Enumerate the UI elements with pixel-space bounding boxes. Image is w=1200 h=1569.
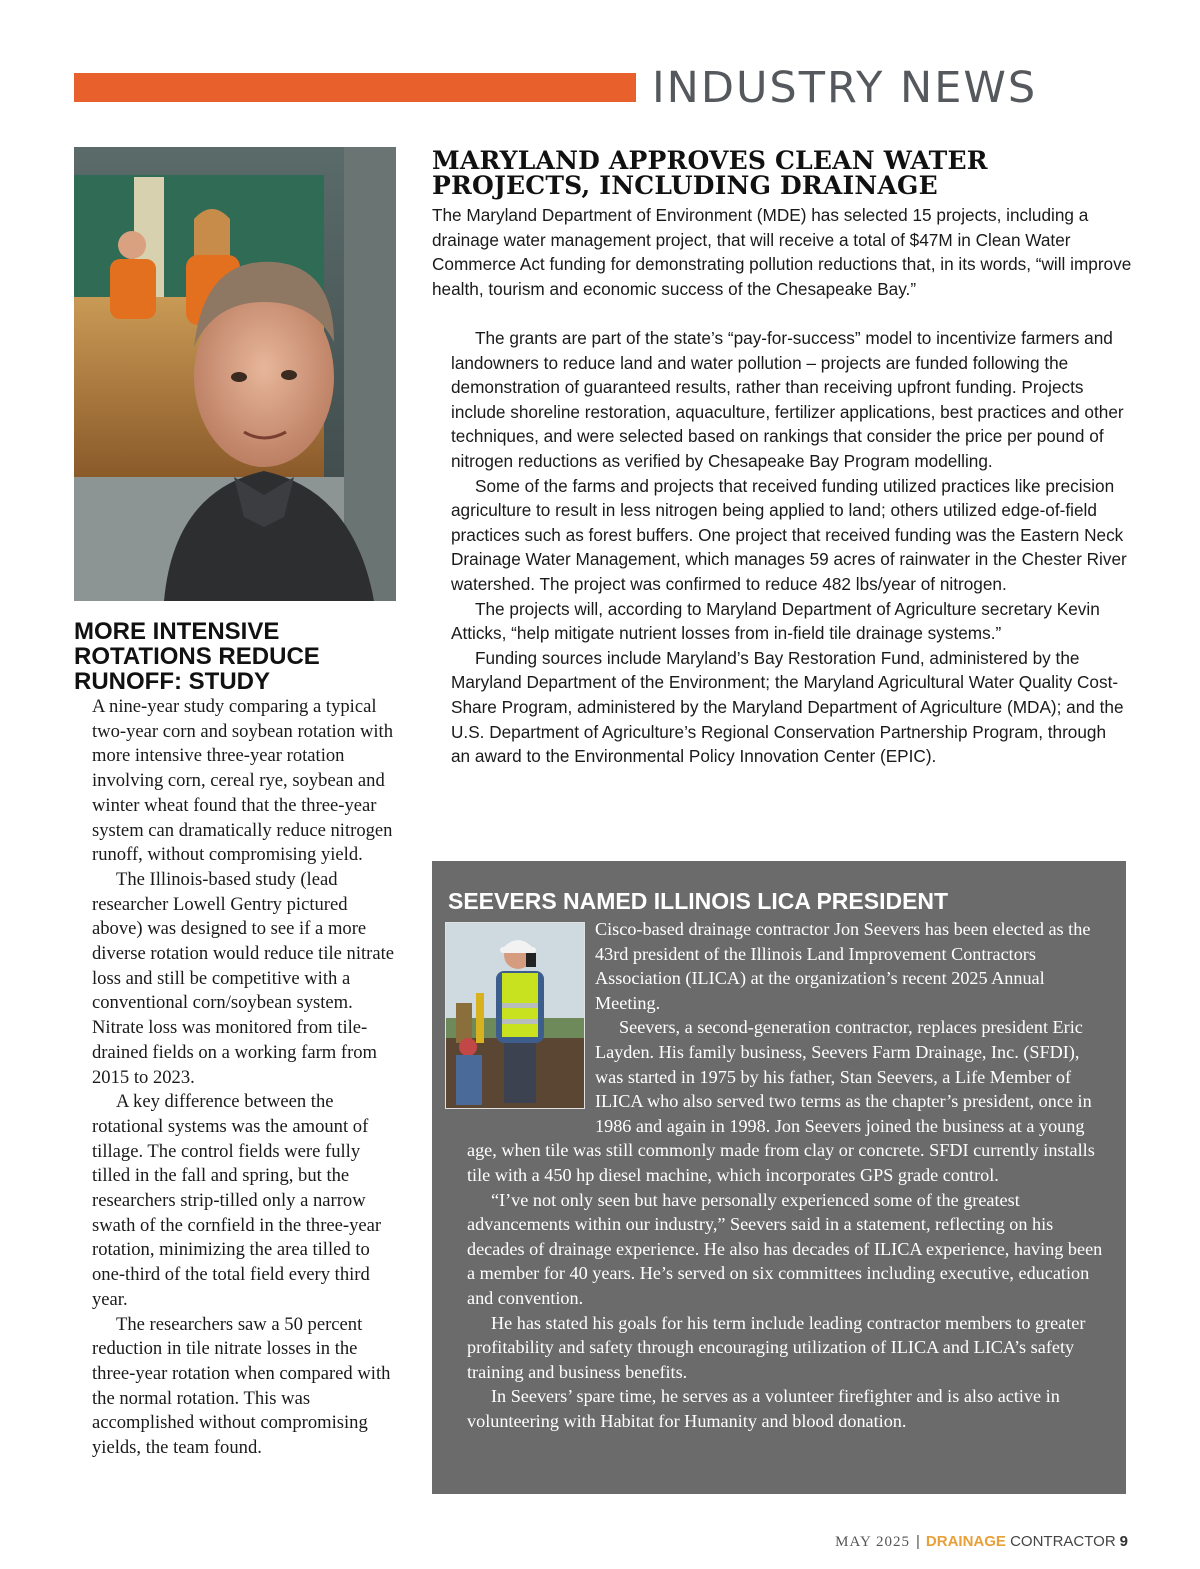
main-paragraph: The grants are part of the state’s “pay-for-success” model to incentivize farmers and landowners to reduce land and water pollution – projects are funded following the demonstration of guaranteed results, rather than receiving upfront funding. Projects include shoreline restoration, aquaculture, fertilizer applications, best practices and other techniques, and were selected based on rankings that consider the price per pound of nitrogen reductions as verified by Chesapeake Bay Program modelling. [451, 328, 1124, 471]
left-paragraph: The Illinois-based study (lead researcher Lowell Gentry pictured above) was designed to see if a more diverse rotation would reduce tile nitrate loss and still be competitive with a conventional corn/soybean system. Nitrate loss was monitored from tile-drained fields on a working farm from 2015 to 2023. [92, 868, 395, 1088]
box-paragraph: “I’ve not only seen but have personally experienced some of the greatest advancements within our industry,” Seevers said in a statement, reflecting on his decades of drainage experience. He also has decades of ILICA experience, having been a member for 40 years. He’s served on six committees including executive, education and convention. [467, 1189, 1103, 1308]
footer-brand-contractor: CONTRACTOR [1010, 1533, 1116, 1550]
header-accent-bar [74, 73, 636, 102]
left-paragraph: A key difference between the rotational systems was the amount of tillage. The control fields were fully tilled in the fall and spring, but the researchers strip-tilled only a narrow swath of the cornfield in the three-year rotation, minimizing the area tilled to one-third of the total field every third year. [92, 1091, 382, 1310]
main-article-body [451, 326, 1127, 769]
box-article-body [467, 917, 1112, 1433]
box-paragraph: He has stated his goals for his term include leading contractor members to greater profitability and safety through encouraging utilization of ILICA and LICA’s safety training and business benefits. [467, 1312, 1086, 1382]
box-paragraph: In Seevers’ spare time, he serves as a volunteer firefighter and is also active in volunteering with Habitat for Humanity and blood donation. [467, 1386, 1060, 1431]
box-paragraph: Cisco-based drainage contractor Jon Seevers has been elected as the 43rd president of the Illinois Land Improvement Contractors Association (ILICA) at the organization’s recent 2025 Annual Meeting. [595, 919, 1091, 1013]
main-article-lead: The Maryland Department of Environment (MDE) has selected 15 projects, including a drainage water management project, that will receive a total of $47M in Clean Water Commerce Act funding for demonstrating pollution reductions that, in its words, “will improve health, tourism and economic success of the Chesapeake Bay.” [432, 205, 1132, 299]
page-footer [835, 1532, 1128, 1552]
main-paragraph: The projects will, according to Maryland Department of Agriculture secretary Kevin Atticks, “help mitigate nutrient losses from in-field tile drainage systems.” [451, 598, 1100, 644]
left-paragraph: A nine-year study comparing a typical two-year corn and soybean rotation with more intensive three-year rotation involving corn, cereal rye, soybean and winter wheat found that the three-year system can dramatically reduce nitrogen runoff, without compromising yield. [92, 696, 394, 866]
footer-separator: | [916, 1533, 920, 1550]
box-paragraph: Seevers, a second-generation contractor, replaces president Eric Layden. His family business, Seevers Farm Drainage, Inc. (SFDI), was started in 1975 by his father, Stan Seevers, a Life Member of ILICA who also served two terms as the chapter’s president, once in 1986 and again in 1998. Jon Seevers joined the business at a young age, when tile was still commonly made from clay or concrete. SFDI currently installs tile with a 450 hp diesel machine, which incorporates GPS grade control. [467, 1017, 1095, 1185]
page-number: 9 [1119, 1533, 1128, 1550]
main-article-headline: MARYLAND APPROVES CLEAN WATER PROJECTS, INCLUDING DRAINAGE [432, 146, 988, 200]
left-article-body [92, 695, 402, 1461]
portrait-photo [74, 147, 396, 601]
main-paragraph: Funding sources include Maryland’s Bay Restoration Fund, administered by the Maryland Department of the Environment; the Maryland Agricultural Water Quality Cost-Share Program, administered by the Maryland Department of Agriculture (MDA); and the U.S. Department of Agriculture’s Regional Conservation Partnership Program, through an award to the Environmental Policy Innovation Center (EPIC). [451, 647, 1124, 767]
footer-month: MAY 2025 [835, 1534, 910, 1550]
footer-brand-drainage: DRAINAGE [925, 1533, 1006, 1550]
section-title: INDUSTRY NEWS [652, 63, 1038, 113]
main-paragraph: Some of the farms and projects that received funding utilized practices like precision agriculture to result in less nitrogen being applied to land; others utilized edge-of-field practices such as forest buffers. One project that received funding was the Eastern Neck Drainage Water Management, which manages 59 acres of rainwater in the Chester River watershed. The project was confirmed to reduce 482 lbs/year of nitrogen. [451, 475, 1127, 594]
left-article-headline: MORE INTENSIVE ROTATIONS REDUCE RUNOFF: STUDY [74, 618, 320, 695]
left-paragraph: The researchers saw a 50 percent reduction in tile nitrate losses in the three-year rotation when compared with the normal rotation. This was accomplished without compromising yields, the team found. [92, 1313, 391, 1459]
box-article-headline: SEEVERS NAMED ILLINOIS LICA PRESIDENT [448, 888, 949, 914]
photo-wrap-space [467, 917, 595, 1121]
